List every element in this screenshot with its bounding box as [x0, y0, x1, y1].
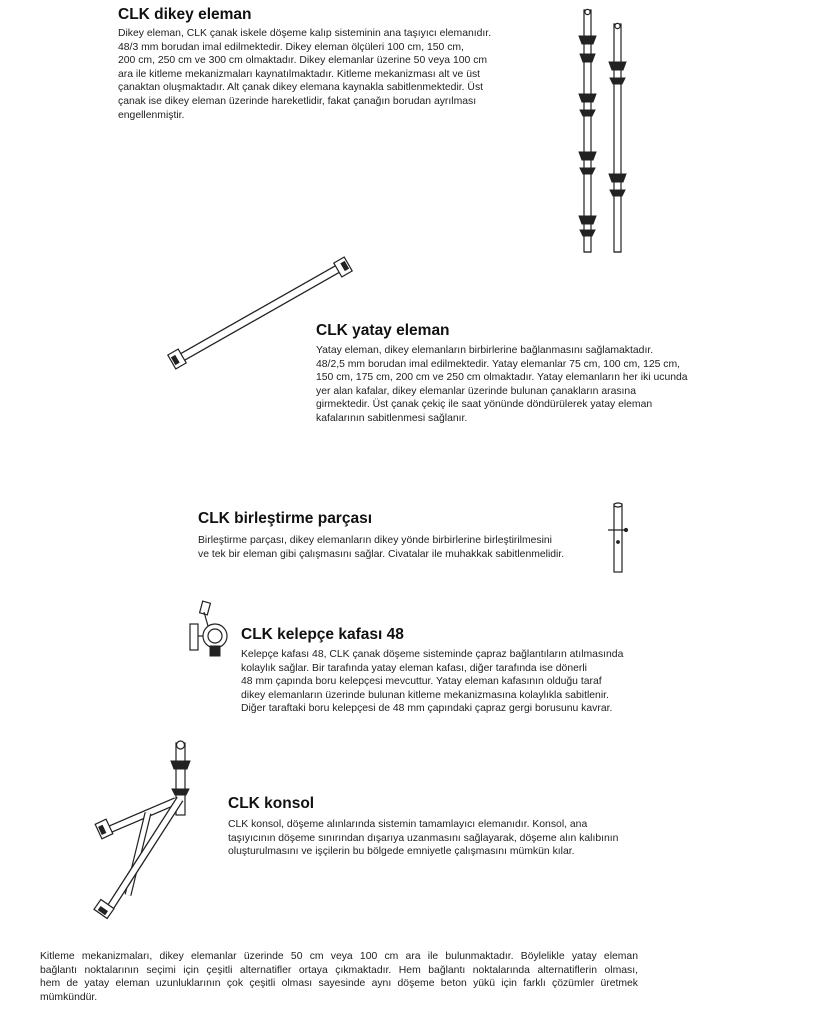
- birlestirme-parcasi-title: CLK birleştirme parçası: [198, 510, 373, 527]
- birlestirme-parcasi-illustration: [600, 498, 640, 578]
- konsol-title: CLK konsol: [228, 795, 315, 812]
- konsol-text: CLK konsol, döşeme alınlarında sistemin tamamlayıcı elemanıdır. Konsol, ana taşıyıcının döşeme sınırından dışarıya uzanmasını sağlayarak, döşeme alın kalıbının oluşturulmasını ve işçilerin bu bölgede emniyetle çalışmasını mümkün kılar.: [228, 819, 619, 858]
- dikey-eleman-illustration: [570, 2, 640, 262]
- dikey-eleman-title: CLK dikey eleman: [118, 6, 252, 23]
- footer-text: Kitleme mekanizmaları, dikey elemanlar üzerinde 50 cm veya 100 cm ara ile bulunmaktadır. Böylelikle yatay eleman bağlantı noktalarının seçimi için çeşitli alternatifler ortaya çıkmaktadır. Hem bağlantı noktalarında alternatiflerin olması, hem de yatay eleman uzunluklarının çok çeşitli olması sayesinde aynı döşeme beton yükü için farklı çözümler üretmek mümkündür.: [40, 951, 638, 1003]
- kelepce-kafasi-text: Kelepçe kafası 48, CLK çanak döşeme sisteminde çapraz bağlantıların atılmasında kolaylık sağlar. Bir tarafında yatay eleman kafası, diğer tarafında ise dönerli 48 mm çapında boru kelepçesi mevcuttur. Yatay eleman kafasının olduğu taraf dikey elemanların üzerinde bulunan kitleme mekanizmasına kolaylıkla sabitlenir. Diğer taraftaki boru kelepçesi de 48 mm çapındaki çapraz gergi borusunu kavrar.: [241, 649, 624, 715]
- birlestirme-parcasi-text: Birleştirme parçası, dikey elemanların dikey yönde birbirlerine birleştirilmesini ve tek bir eleman gibi çalışmasını sağlar. Civatalar ile muhakkak sabitlenmelidir.: [198, 535, 565, 560]
- kelepce-kafasi-title: CLK kelepçe kafası 48: [241, 626, 404, 643]
- dikey-eleman-text: Dikey eleman, CLK çanak iskele döşeme kalıp sisteminin ana taşıyıcı elemanıdır. 48/3 mm borudan imal edilmektedir. Dikey eleman ölçüleri 100 cm, 150 cm, 200 cm, 250 cm ve 300 cm olmaktadır. Dikey elemanlar üzerine 50 veya 100 cm ara ile kitleme mekanizmaları kaynatılmaktadır. Kitleme mekanizması alt ve üst çanaktan oluşmaktadır. Alt çanak dikey elemana kaynakla sabitlenmektedir. Üst çanak ise dikey eleman üzerinde hareketlidir, fakat çanağın borudan ayrılması engellenmiştir.: [118, 28, 492, 121]
- kelepce-kafasi-illustration: [186, 600, 236, 670]
- konsol-illustration: [92, 735, 212, 935]
- yatay-eleman-title: CLK yatay eleman: [316, 322, 450, 339]
- yatay-eleman-text: Yatay eleman, dikey elemanların birbirlerine bağlanmasını sağlamaktadır. 48/2,5 mm borudan imal edilmektedir. Yatay elemanlar 75 cm, 100 cm, 125 cm, 150 cm, 175 cm, 200 cm ve 250 cm olmaktadır. Yatay elemanların her iki ucunda yer alan kafalar, dikey elemanlar üzerinde bulunan çanakların arasına girmektedir. Üst çanak çekiç ile saat yönünde döndürülerek yatay eleman kafalarının sabitlenmesi sağlanır.: [316, 345, 688, 424]
